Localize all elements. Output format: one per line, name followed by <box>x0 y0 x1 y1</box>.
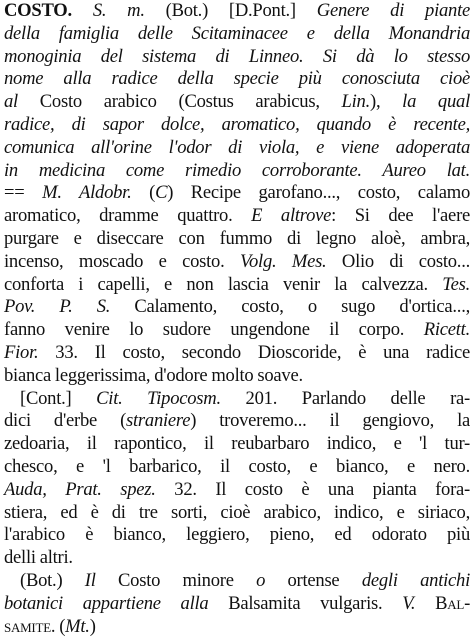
text-line <box>4 205 470 228</box>
text-line <box>4 342 470 365</box>
text-run: == <box>4 182 43 204</box>
text-line <box>4 433 470 456</box>
text-run: (Bot.) <box>20 569 85 591</box>
text-run: in medicina come rimedio corroborante. Aureo lat. <box>4 159 470 181</box>
text-run: stiera, ed è di tre sorti, cioè arabico, indico, e siriaco, <box>4 501 470 523</box>
text-run: Auda, Prat. spez. <box>4 478 156 500</box>
text-run: Genere di piante <box>316 0 471 21</box>
headword: COSTO. <box>4 0 72 21</box>
text-run: V. <box>402 592 416 614</box>
text-line <box>4 524 470 547</box>
text-line <box>4 547 470 570</box>
text-run: Bal- <box>415 592 471 614</box>
text-run: conforta i capelli, e non lascia venir la calvezza. <box>4 273 443 295</box>
dictionary-entry <box>4 0 470 638</box>
text-run: straniere <box>126 410 191 432</box>
text-run: : Si dee l'aere <box>331 205 471 227</box>
text-run: zedoaria, il rapontico, il reubarbaro indico, e 'l tur- <box>4 433 470 455</box>
text-run: Balsamita vulgaris. <box>208 592 403 614</box>
text-run: comunica all'orine l'odor di viola, e viene adoperata <box>4 136 470 158</box>
text-run: fanno venire lo sudore ungendone il corpo. <box>4 319 424 341</box>
text-run: Costo arabico (Costus arabicus, <box>17 91 342 113</box>
text-run: Volg. Mes. <box>239 250 327 272</box>
text-run: M. Aldobr. <box>42 182 132 204</box>
text-run: 33. Il costo, secondo Dioscoride, è una radice <box>38 341 470 363</box>
text-run: ), <box>370 91 403 113</box>
text-run: l'arabico è bianco, leggiero, pieno, ed odorato più <box>4 524 470 546</box>
text-run: Calamento, costo, o sugo d'ortica..., <box>110 296 470 318</box>
text-run: o <box>256 569 266 591</box>
text-run: della famiglia delle Scitaminacee e della Monandria <box>4 22 470 44</box>
text-run: ( <box>131 182 156 204</box>
text-run: nome alla radice della specie più conosciuta cioè <box>4 68 470 90</box>
text-run: samite <box>4 615 51 637</box>
text-run: monoginia del sistema di Linneo. Si dà lo stesso <box>4 45 470 67</box>
text-line <box>4 456 470 479</box>
text-run: ortense <box>265 569 362 591</box>
text-line <box>4 479 470 502</box>
text-line <box>4 137 470 160</box>
text-run: dici d'erbe ( <box>4 410 127 432</box>
text-line <box>4 616 470 638</box>
text-run: radice, di sapor dolce, aromatico, quando è recente, <box>4 113 470 135</box>
text-run: bianca leggerissima, d'odore molto soave. <box>4 364 303 386</box>
entry-body <box>4 0 470 638</box>
text-run: Lin. <box>341 91 370 113</box>
text-line <box>4 23 470 46</box>
text-line <box>4 570 470 593</box>
text-run: la qual <box>402 91 470 113</box>
text-run: 32. Il costo è una pianta fora- <box>155 478 470 500</box>
text-run: Fior. <box>4 341 39 363</box>
text-run: . ( <box>50 615 66 637</box>
text-run: C <box>155 182 168 204</box>
text-run: 201. Parlando delle ra- <box>220 387 470 409</box>
text-line <box>4 182 470 205</box>
text-run: ) Recipe garofano..., costo, calamo <box>167 182 470 204</box>
text-run: S. m. <box>92 0 145 21</box>
text-line <box>4 296 470 319</box>
text-line <box>4 388 470 411</box>
text-line <box>4 365 470 388</box>
text-line <box>4 160 470 183</box>
text-line <box>4 410 470 433</box>
text-line <box>4 0 470 23</box>
text-line <box>4 251 470 274</box>
text-run: Pov. P. S. <box>4 296 111 318</box>
text-run: Cit. Tipocosm. <box>96 387 221 409</box>
text-run: purgare e diseccare con fummo di legno aloè, ambra, <box>4 227 470 249</box>
text-line <box>4 502 470 525</box>
text-line <box>4 68 470 91</box>
text-run: incenso, moscado e costo. <box>4 250 240 272</box>
text-line <box>4 319 470 342</box>
text-run: Il <box>84 569 96 591</box>
text-run: ) troveremo... il gengiovo, la <box>190 410 470 432</box>
text-line <box>4 274 470 297</box>
text-line <box>4 228 470 251</box>
text-run <box>72 0 93 21</box>
text-line <box>4 114 470 137</box>
text-line <box>4 46 470 69</box>
text-run: Tes. <box>442 273 470 295</box>
text-run: aromatico, dramme quattro. <box>4 205 252 227</box>
text-run: Olio di costo... <box>326 250 470 272</box>
text-run: Ricett. <box>423 319 470 341</box>
text-run: degli antichi <box>361 569 471 591</box>
text-line <box>4 593 470 616</box>
text-run: al <box>4 91 18 113</box>
text-run: Mt. <box>65 615 90 637</box>
text-run: ) <box>89 615 96 637</box>
text-run: E altrove <box>251 205 332 227</box>
text-run: delli altri. <box>4 547 73 569</box>
text-run: (Bot.) [D.Pont.] <box>144 0 317 21</box>
text-run: [Cont.] <box>20 387 97 409</box>
text-run: chesco, e 'l barbarico, il costo, e bianco, e nero. <box>4 455 470 477</box>
text-line <box>4 91 470 114</box>
text-run: botanici appartiene alla <box>4 592 209 614</box>
text-run: Costo minore <box>95 569 257 591</box>
